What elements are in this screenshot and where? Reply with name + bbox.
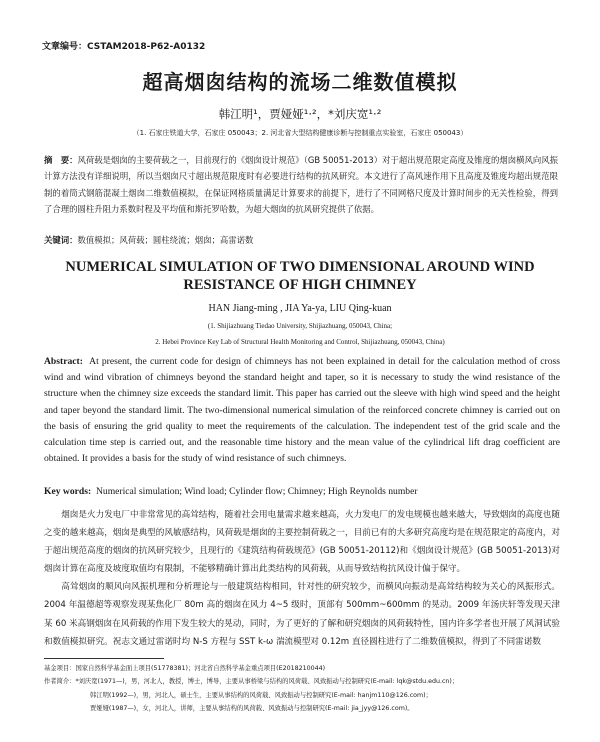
- chinese-keywords: [44, 234, 558, 246]
- chinese-keywords-label: 关键词：: [44, 235, 78, 245]
- chinese-abstract-label: 摘 要：: [44, 155, 78, 165]
- english-abstract: [44, 354, 560, 467]
- english-keywords-label: Key words:: [44, 486, 92, 497]
- body-text: [44, 506, 560, 651]
- footnote-fund: 基金项目：国家自然科学基金面上项目(51778381)；河北省自然科学基金重点项目(E2018210044): [44, 665, 326, 672]
- english-title: [0, 258, 600, 294]
- english-title-line1: NUMERICAL SIMULATION OF TWO DIMENSIONAL AROUND WIND: [65, 259, 535, 275]
- chinese-title: 超高烟囱结构的流场二维数值模拟: [142, 70, 458, 94]
- footnotes: [44, 662, 564, 716]
- chinese-keywords-text: 数值模拟；风荷载；圆柱绕流；烟囱；高雷诺数: [77, 235, 254, 245]
- chinese-affiliation: （1. 石家庄铁道大学，石家庄 050043；2. 河北省大型结构健康诊断与控制重点实验室，石家庄 050043）: [132, 129, 468, 137]
- footnote-divider: [44, 658, 164, 659]
- chinese-authors: 韩江明¹，贾娅娅¹·²，*刘庆宽¹·²: [218, 107, 382, 121]
- body-paragraph-1: 烟囱是火力发电厂中非常常见的高耸结构，随着社会用电量需求越来越高，火力发电厂的发电规模也越来越大，导致烟囱的高度也随之变的越来越高，烟囱是典型的风敏感结构，风荷载是烟囱的主要控制荷载之一，目前已有的大多研究高度均是在规范限定的高度内，对于超出规范高度的烟囱的抗风研究较少，且现行的《建筑结构荷载规范》(GB 50051-20112)和《烟囱设计规范》(GB 50051-2013)对烟囱计算在高度及坡度取值均有限制，不能够精确计算出此类结构的风荷载，从而导致结构抗风设计偏于保守。: [44, 510, 560, 575]
- english-keywords-text: Numerical simulation; Wind load; Cylinder flow; Chimney; High Reynolds number: [95, 486, 418, 497]
- chinese-abstract: [44, 152, 558, 218]
- english-authors: HAN Jiang-ming , JIA Ya-ya, LIU Qing-kuan: [208, 303, 392, 314]
- english-abstract-label: Abstract:: [44, 356, 83, 367]
- english-title-line2: RESISTANCE OF HIGH CHIMNEY: [183, 277, 417, 293]
- article-number: 文章编号：CSTAM2018-P62-A0132: [42, 42, 206, 52]
- footnote-author-2: 韩江明(1992—)，男，河北人，硕士生，主要从事结构的风荷载、风致振动与控制研究(E-mail: hanjm110@126.com)；: [90, 691, 432, 699]
- body-paragraph-2: 高耸烟囱的顺风向风振机理和分析理论与一般建筑结构相同，针对性的研究较少，而横风向振动是高耸结构较为关心的风振形式。2004 年温德超等观察发现某焦化厂 80m 高的烟囱在风力 4~5 级时，顶部有 500mm~600mm 的晃动。2009 年汤庆轩等发现天津某 60 米高钢烟囱在风荷载的作用下发生较大的晃动，同时，为了更好的了解和研究烟囱的风荷载特性，国内许多学者也开展了风洞试验和数值模拟研究。祝志文通过雷诺时均 N-S 方程与 SST k-ω 湍流模型对 0.12m 直径圆柱进行了二维数值模拟，得到了不同雷诺数: [44, 582, 560, 647]
- english-affiliation-1: (1. Shijiazhuang Tiedao University, Shijiazhuang, 050043, China;: [207, 322, 393, 330]
- english-abstract-text: At present, the current code for design of chimneys has not been explained in detail for the calculation method of cross wind and wind vibration of chimneys beyond the standard height and taper, so it is necessary to study the wind resistance of the structure when the chimney size exceeds the standard limit. This paper has carried out the sleeve with high wind speed and the height and taper beyond the standard limit. The two-dimensional numerical simulation of the reinforced concrete chimney is carried out on the basis of ensuring the grid quality to meet the requirements of the calculation. The independent test of the grid scale and the calculation time step is carried out, and the reasonable time history and the mean value of the cylindrical lift drag coefficient are obtained. It provides a basis for the study of wind resistance of such chimneys.: [44, 356, 560, 465]
- footnote-author-3: 贾娅娅(1987—)，女，河北人，讲师，主要从事结构的风荷载、风致振动与控制研究(E-mail: jia_jyy@126.com)。: [90, 705, 414, 713]
- english-affiliation-2: 2. Hebei Province Key Lab of Structural Health Monitoring and Control, Shijiazhuang, 050043, China): [155, 338, 445, 346]
- chinese-abstract-text: 风荷载是烟囱的主要荷载之一，目前现行的《烟囱设计规范》（GB 50051-2013）对于超出规范限定高度及锥度的烟囱横风向风振计算方法没有详细说明，所以当烟囱尺寸超出规范限度时有必要进行结构的抗风研究。本文进行了高风速作用下且高度及锥度均超出规范限制的着筒式钢筋混凝土烟囱二维数值模拟，在保证网格质量满足计算要求的前提下，进行了不同网格尺度及计算时间步的无关性检验，得到了合理的圆柱升阻力系数时程及平均值和斯托罗哈数，为超大烟囱的抗风研究提供了依据。: [44, 155, 559, 215]
- english-keywords: [44, 486, 560, 497]
- footnote-author-1: 作者简介：*刘庆宽(1971—)，男，河北人，教授，博士，博导，主要从事桥梁与结构的风荷载、风致振动与控制研究(E-mail: lqk@stdu.edu.cn)；: [44, 678, 459, 686]
